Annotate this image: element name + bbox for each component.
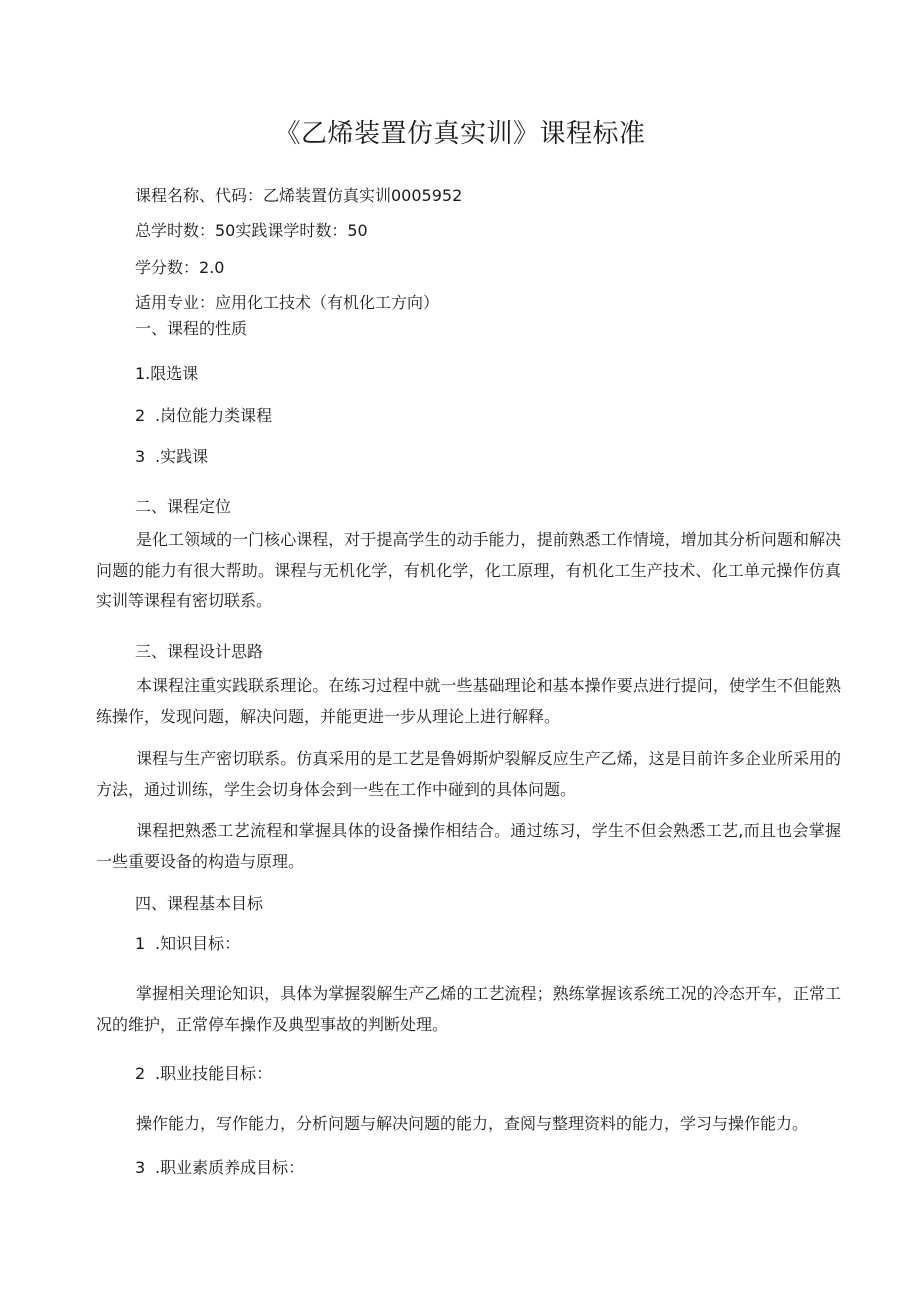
list-item-number: 1. xyxy=(135,364,151,383)
design-paragraph-2: 课程与生产密切联系。仿真采用的是工艺是鲁姆斯炉裂解反应生产乙烯，这是目前许多企业所采用的方法，通过训练，学生会切身体会到一些在工作中碰到的具体问题。 xyxy=(96,749,841,799)
list-item-text: 限选课 xyxy=(150,364,199,383)
section-heading-goals: 四、课程基本目标 xyxy=(135,894,264,913)
list-item xyxy=(135,403,272,426)
design-paragraph-1: 本课程注重实践联系理论。在练习过程中就一些基础理论和基本操作要点进行提问，使学生不但能熟练操作，发现问题，解决问题，并能更进一步从理论上进行解释。 xyxy=(96,676,841,726)
goal-label: .职业素质养成目标： xyxy=(155,1158,305,1177)
goal-label: .知识目标： xyxy=(155,934,241,953)
credits: 学分数：2.0 xyxy=(135,258,225,277)
goal-number: 2 xyxy=(135,1064,146,1083)
goal-label: .职业技能目标： xyxy=(155,1064,273,1083)
list-item-text: .实践课 xyxy=(155,447,209,466)
total-hours: 总学时数：50实践课学时数：50 xyxy=(135,221,368,240)
skills-goal-paragraph: 操作能力，写作能力，分析问题与解决问题的能力，查阅与整理资料的能力，学习与操作能力。 xyxy=(136,1114,809,1133)
list-item-number: 3 xyxy=(135,447,146,466)
positioning-paragraph: 是化工领域的一门核心课程，对于提高学生的动手能力，提前熟悉工作情境，增加其分析问题和解决问题的能力有很大帮助。课程与无机化学，有机化学，化工原理，有机化工生产技术、化工单元操作仿真实训等课程有密切联系。 xyxy=(96,530,841,610)
design-paragraph-3: 课程把熟悉工艺流程和掌握具体的设备操作相结合。通过练习，学生不但会熟悉工艺,而且也会掌握一些重要设备的构造与原理。 xyxy=(96,821,841,871)
knowledge-goal-paragraph: 掌握相关理论知识，具体为掌握裂解生产乙烯的工艺流程；熟练掌握该系统工况的冷态开车，正常工况的维护，正常停车操作及典型事故的判断处理。 xyxy=(96,984,841,1034)
list-item xyxy=(135,444,208,467)
list-item-text: .岗位能力类课程 xyxy=(155,406,273,425)
section-heading-nature: 一、课程的性质 xyxy=(135,319,248,338)
goal-heading-knowledge xyxy=(135,931,240,954)
applicable-major: 适用专业：应用化工技术（有机化工方向） xyxy=(135,293,440,312)
list-item-number: 2 xyxy=(135,406,146,425)
course-name-code: 课程名称、代码：乙烯装置仿真实训0005952 xyxy=(135,186,463,205)
document-title: 《乙烯装置仿真实训》课程标准 xyxy=(274,119,646,149)
goal-heading-skills xyxy=(135,1061,272,1084)
goal-number: 3 xyxy=(135,1158,146,1177)
section-heading-positioning: 二、课程定位 xyxy=(135,497,232,516)
list-item xyxy=(135,361,198,384)
goal-heading-quality xyxy=(135,1155,304,1178)
section-heading-design: 三、课程设计思路 xyxy=(135,642,264,661)
goal-number: 1 xyxy=(135,934,146,953)
